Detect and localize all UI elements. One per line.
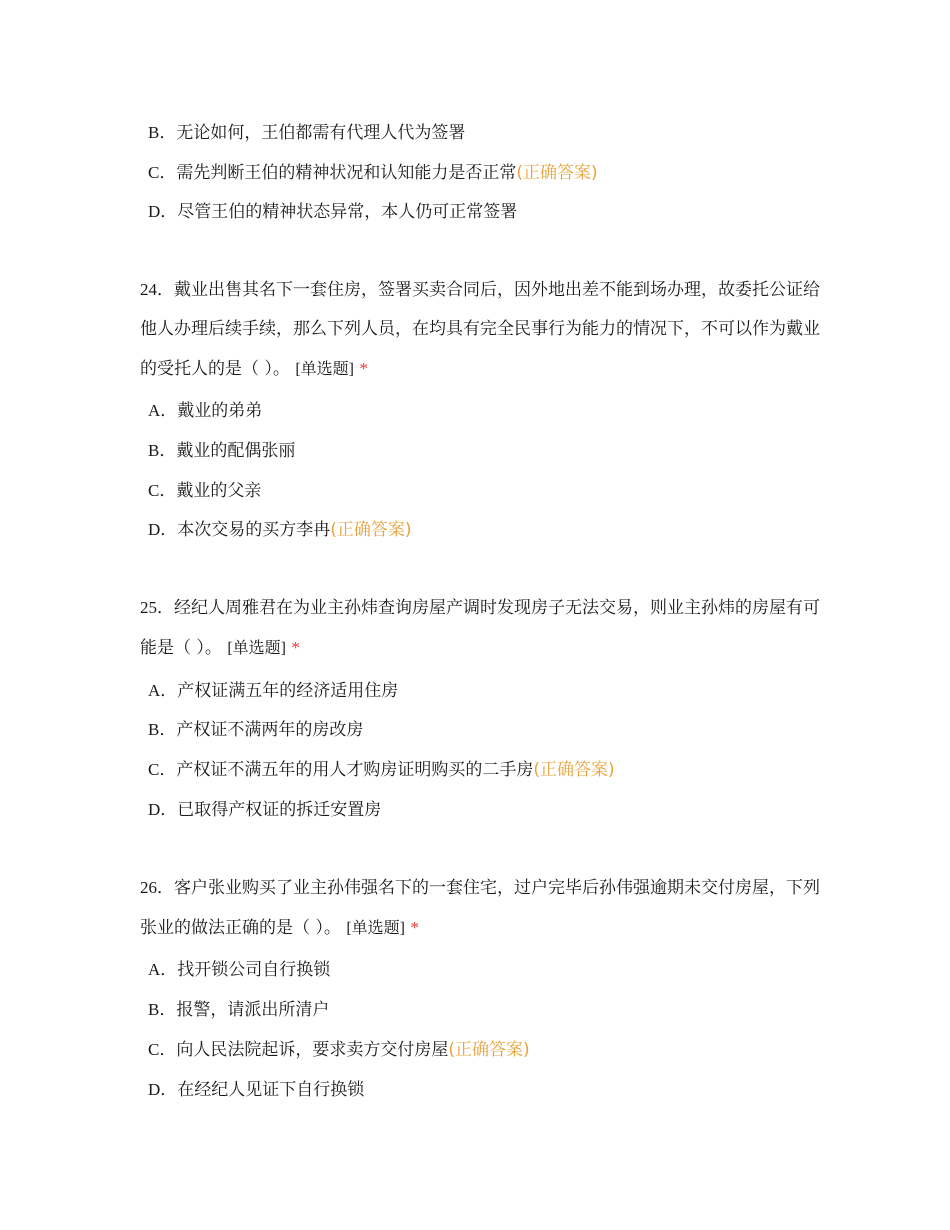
question-number: 24． (140, 280, 174, 299)
q26-option-c: C．向人民法院起诉，要求卖方交付房屋(正确答案) (148, 1040, 530, 1060)
q24-stem (140, 270, 820, 389)
q24-option-a: A．戴业的弟弟 (148, 401, 263, 421)
q24-option-c: C．戴业的父亲 (148, 481, 262, 501)
q24-option-b: B．戴业的配偶张丽 (148, 441, 296, 461)
q25-option-c: C．产权证不满五年的用人才购房证明购买的二手房(正确答案) (148, 760, 615, 780)
q26-option-a: A．找开锁公司自行换锁 (148, 960, 331, 980)
q25-option-d: D．已取得产权证的拆迁安置房 (148, 800, 382, 820)
q25-option-b: B．产权证不满两年的房改房 (148, 720, 364, 740)
required-mark: * (359, 359, 368, 378)
correct-answer-tag: (正确答案) (330, 520, 412, 540)
question-type: [单选题] (295, 361, 354, 378)
question-text: 客户张业购买了业主孙伟强名下的一套住宅，过户完毕后孙伟强逾期未交付房屋，下列张业的做法正确的是（ ）。 (140, 878, 820, 938)
question-text: 经纪人周雅君在为业主孙炜查询房屋产调时发现房子无法交易，则业主孙炜的房屋有可能是（ ）。 (140, 598, 820, 658)
q26-option-d: D．在经纪人见证下自行换锁 (148, 1080, 365, 1100)
q23-option-c: C．需先判断王伯的精神状况和认知能力是否正常(正确答案) (148, 163, 598, 183)
q26-option-b: B．报警，请派出所清户 (148, 1000, 330, 1020)
correct-answer-tag: (正确答案) (533, 760, 615, 780)
q23-option-d: D．尽管王伯的精神状态异常，本人仍可正常签署 (148, 202, 518, 222)
q25-option-a: A．产权证满五年的经济适用住房 (148, 681, 399, 701)
q26-stem (140, 868, 820, 948)
correct-answer-tag: (正确答案) (448, 1040, 530, 1060)
required-mark: * (410, 918, 419, 937)
question-number: 25． (140, 598, 174, 617)
required-mark: * (291, 638, 300, 657)
question-text: 戴业出售其名下一套住房，签署买卖合同后，因外地出差不能到场办理，故委托公证给他人办理后续手续，那么下列人员，在均具有完全民事行为能力的情况下，不可以作为戴业的受托人的是（ ）。 (140, 280, 820, 379)
question-type: [单选题] (346, 920, 405, 937)
correct-answer-tag: (正确答案) (516, 163, 598, 183)
question-number: 26． (140, 878, 174, 897)
question-type: [单选题] (227, 640, 286, 657)
q25-stem (140, 588, 820, 668)
q23-option-b: B．无论如何，王伯都需有代理人代为签署 (148, 123, 466, 143)
q24-option-d: D．本次交易的买方李冉(正确答案) (148, 520, 412, 540)
